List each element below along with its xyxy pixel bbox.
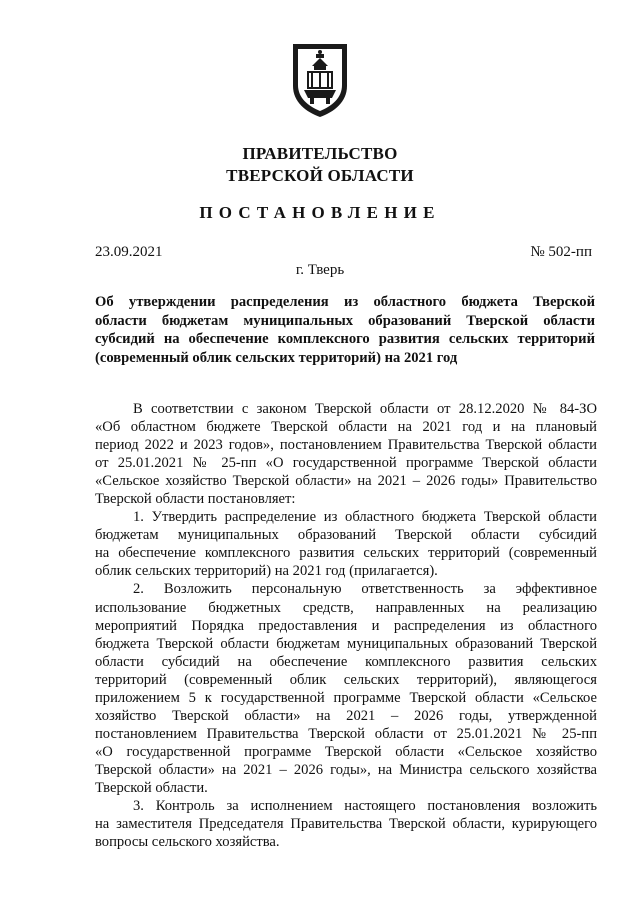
- body-line: бюджета Тверской области бюджетам муниципальных образований Тверской: [95, 635, 597, 652]
- body-line: период 2022 и 2023 годов», постановлением Правительства Тверской области: [95, 437, 597, 454]
- body-line: мероприятий Порядка предоставления и распределения из областного: [95, 617, 597, 634]
- body-line: на заместителя Председателя Правительства Тверской области, курирующего: [95, 816, 597, 833]
- body-line: Тверской области постановляет:: [95, 491, 296, 508]
- body-line: на обеспечение комплексного развития сельских территорий (современный: [95, 545, 597, 562]
- heading-line: области бюджетам муниципальных образований Тверской области: [95, 312, 595, 329]
- heading-line: (современный облик сельских территорий) на 2021 год: [95, 349, 458, 366]
- body-line: постановлением Правительства Тверской области от 25.01.2021 № 25-пп: [95, 725, 597, 742]
- heading-line: Об утверждении распределения из областного бюджета Тверской: [95, 294, 595, 310]
- body-line: 2. Возложить персональную ответственность за эффективное: [133, 581, 597, 598]
- body-line: хозяйство Тверской области» на 2021 – 2026 годы, утвержденной: [95, 707, 597, 724]
- body-line: территорий (современный облик сельских территорий), являющегося: [95, 671, 597, 688]
- organization-name-line1: ПРАВИТЕЛЬСТВО: [242, 144, 398, 163]
- body-line: «О государственной программе Тверской области «Сельское хозяйство: [95, 743, 597, 760]
- body-line: Тверской области» на 2021 – 2026 годы», на Министра сельского хозяйства: [95, 761, 597, 778]
- body-line: «Об областном бюджете Тверской области на 2021 год и на плановый: [95, 419, 597, 436]
- body-line: «Сельское хозяйство Тверской области» на 2021 – 2026 годы» Правительство: [95, 473, 597, 490]
- body-line: использование бюджетных средств, направленных на реализацию: [95, 599, 597, 616]
- body-line: В соответствии с законом Тверской области от 28.12.2020 № 84-ЗО: [133, 401, 597, 417]
- body-line: от 25.01.2021 № 25-пп «О государственной программе Тверской области: [95, 455, 597, 472]
- body-line: 3. Контроль за исполнением настоящего постановления возложить: [133, 798, 597, 815]
- organization-name-line2: ТВЕРСКОЙ ОБЛАСТИ: [226, 166, 414, 185]
- document-city: г. Тверь: [295, 262, 345, 278]
- body-line: облик сельских территорий) на 2021 год (прилагается).: [95, 563, 438, 580]
- heading-line: субсидий на обеспечение комплексного развития сельских территорий: [95, 331, 595, 347]
- coat-of-arms-icon: [290, 40, 350, 120]
- document-body: [95, 400, 597, 851]
- body-line: приложением 5 к государственной программе Тверской области «Сельское: [95, 689, 597, 706]
- document-type-title: ПОСТАНОВЛЕНИЕ: [199, 203, 441, 222]
- body-line: вопросы сельского хозяйства.: [95, 834, 280, 851]
- document-date: 23.09.2021: [95, 244, 163, 260]
- body-line: Тверской области.: [95, 779, 208, 796]
- document-heading: [95, 293, 595, 367]
- body-line: 1. Утвердить распределение из областного бюджета Тверской области: [133, 509, 597, 526]
- body-line: области субсидий на обеспечение комплексного развития сельских: [95, 653, 597, 670]
- body-line: бюджетам муниципальных образований Тверской области субсидий: [95, 527, 597, 544]
- document-number: № 502-пп: [530, 244, 592, 260]
